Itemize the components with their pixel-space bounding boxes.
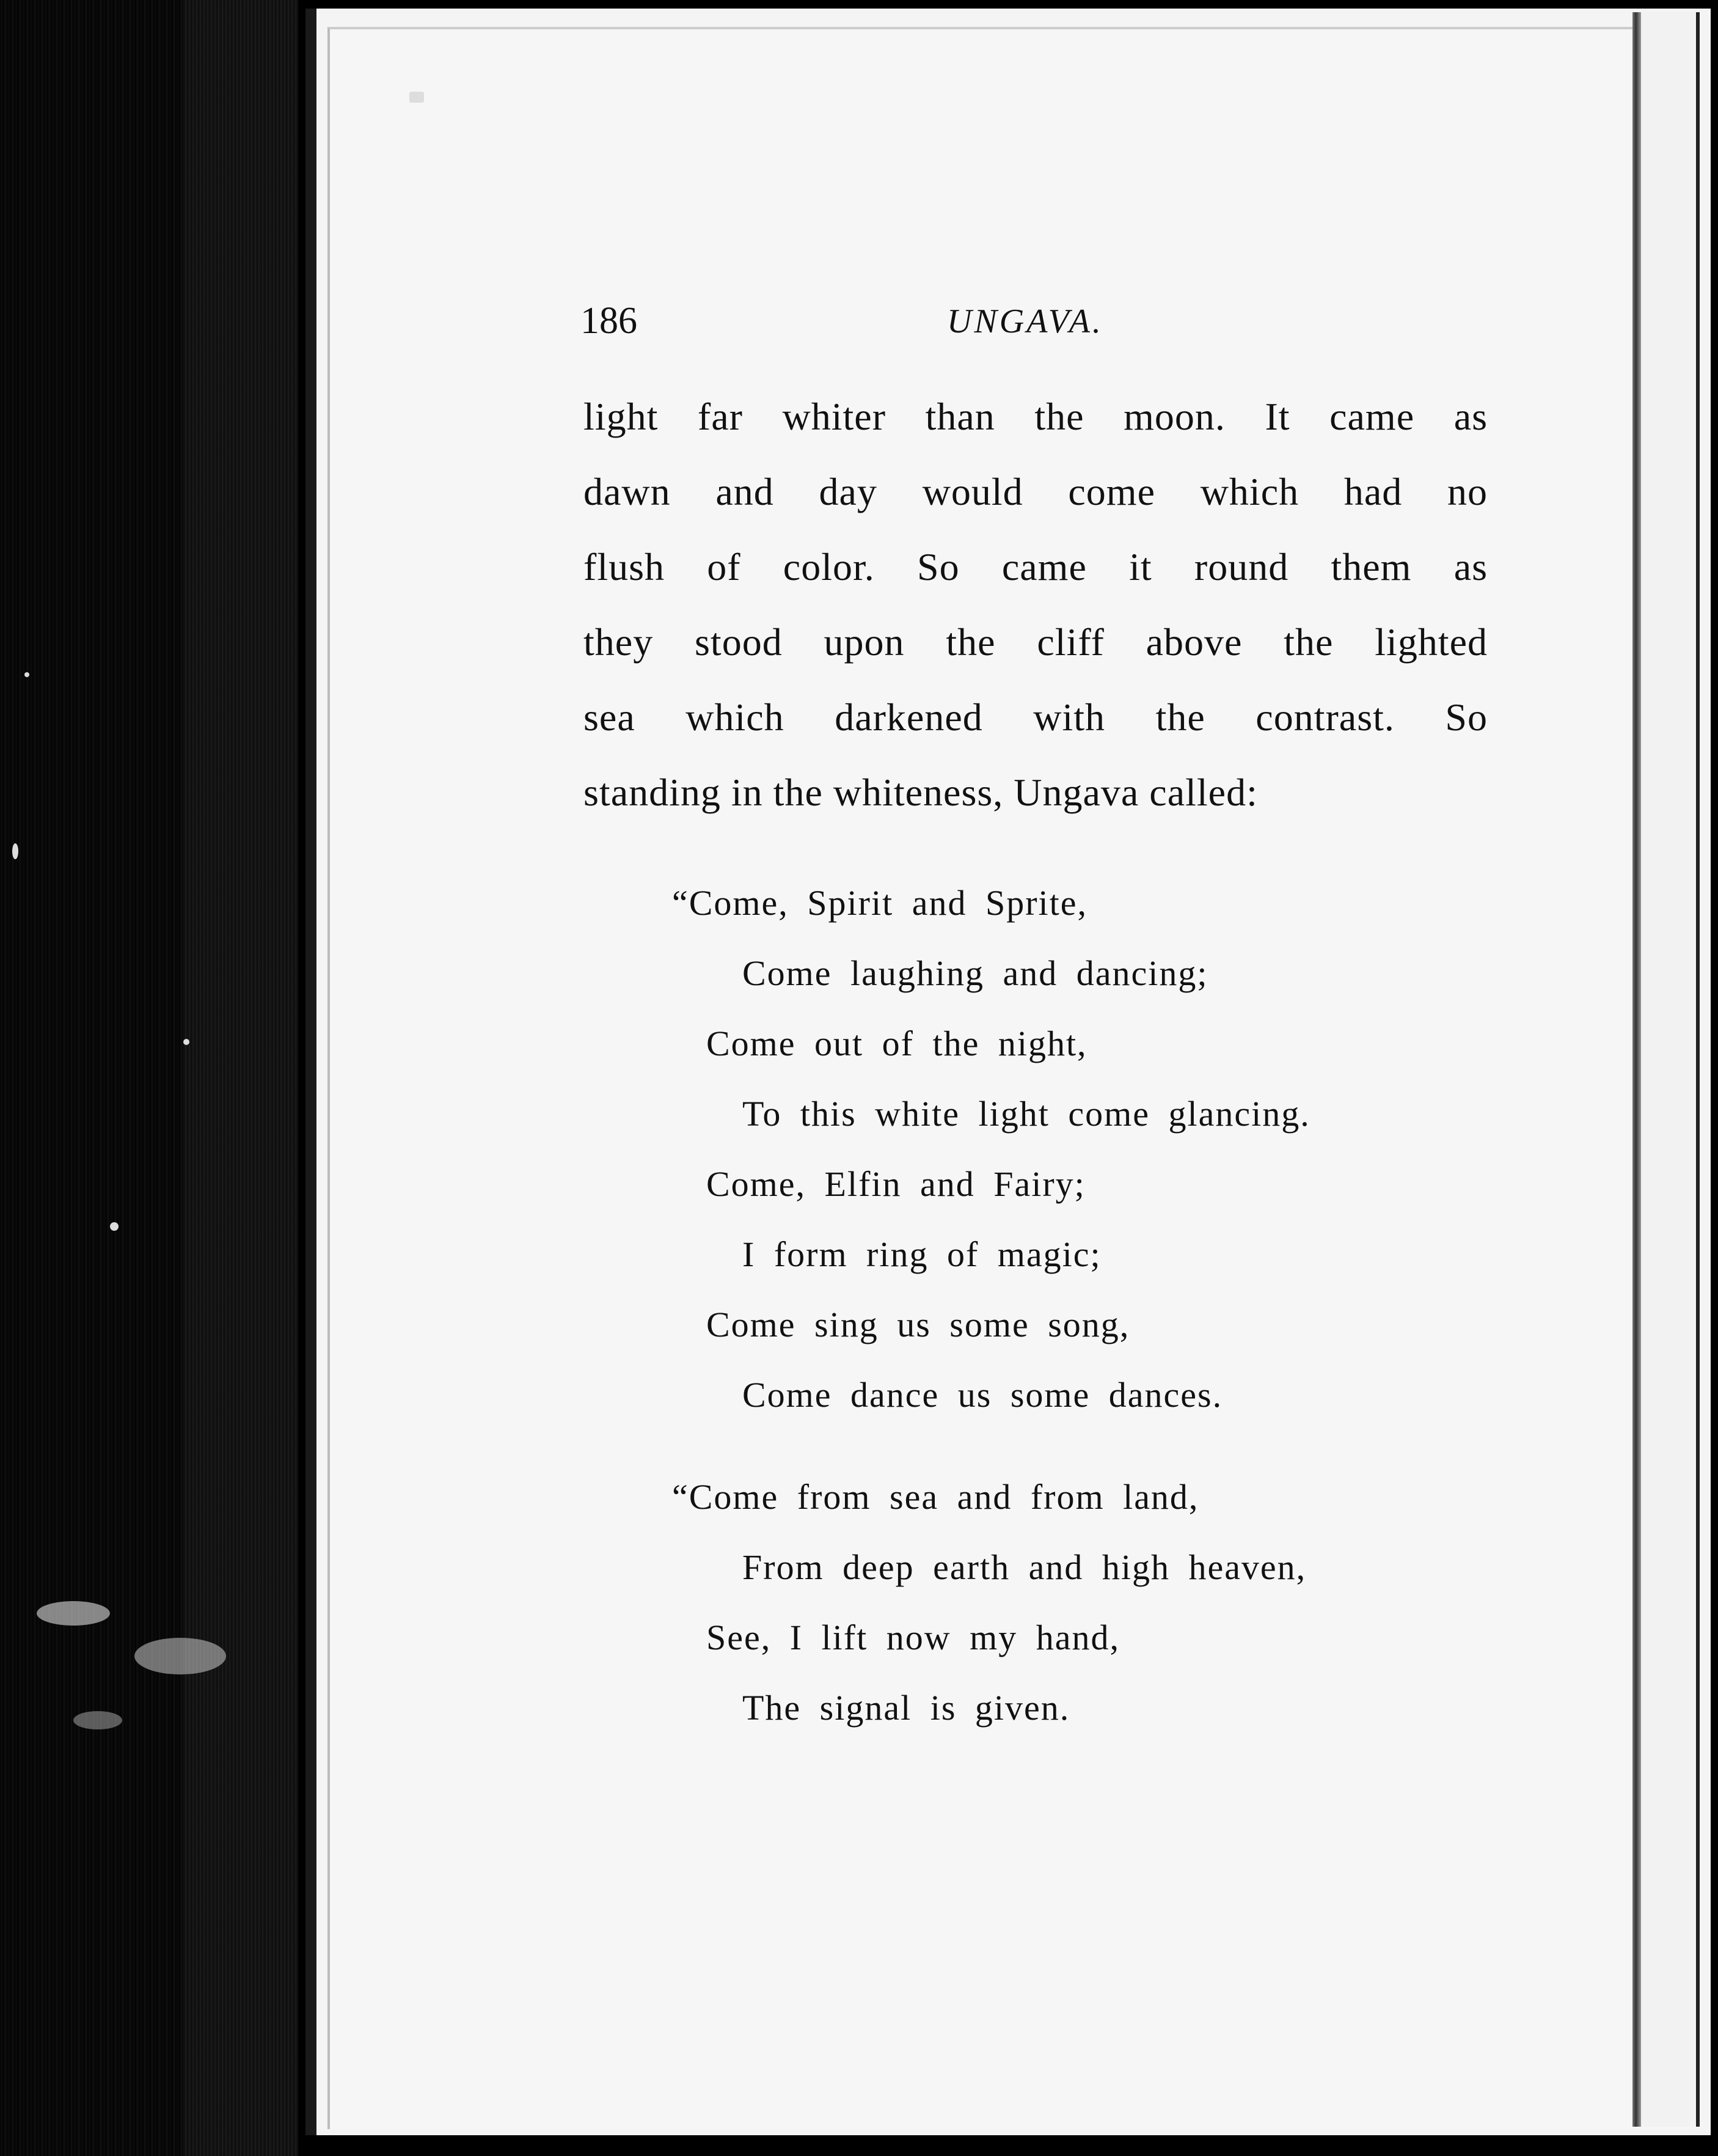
verse-line: Come dance us some dances. — [742, 1375, 1223, 1415]
prose-paragraph — [583, 379, 1488, 830]
prose-line: dawn and day would come which had no — [583, 470, 1488, 513]
page-number: 186 — [580, 300, 637, 342]
prose-line: flush of color. So came it round them as — [583, 545, 1488, 588]
verse-line: From deep earth and high heaven, — [742, 1547, 1307, 1587]
dust-speck — [73, 1711, 122, 1729]
running-title: UNGAVA. — [947, 302, 1103, 340]
prose-line: light far whiter than the moon. It came as — [583, 395, 1488, 438]
verse-line: “Come, Spirit and Sprite, — [672, 883, 1087, 923]
dust-speck — [183, 1039, 189, 1045]
dust-speck — [134, 1638, 226, 1674]
verse-line: Come sing us some song, — [706, 1305, 1130, 1344]
verse-line: See, I lift now my hand, — [706, 1618, 1120, 1657]
verse-stanza-2 — [672, 1462, 1466, 1743]
verse-line: Come out of the night, — [706, 1024, 1087, 1063]
dust-speck — [37, 1601, 110, 1626]
dust-speck — [110, 1222, 119, 1231]
verse-line: The signal is given. — [742, 1688, 1070, 1728]
prose-line: they stood upon the cliff above the lighted — [583, 620, 1488, 664]
book-edge — [0, 0, 305, 2156]
dust-speck — [24, 672, 29, 677]
verse-line: “Come from sea and from land, — [672, 1477, 1199, 1517]
verse-line: Come laughing and dancing; — [742, 953, 1208, 993]
prose-line: standing in the whiteness, Ungava called: — [583, 771, 1258, 814]
page-fold — [1632, 12, 1641, 2127]
prose-line: sea which darkened with the contrast. So — [583, 695, 1488, 739]
next-page-edge — [1641, 12, 1700, 2127]
verse-stanza-1 — [672, 868, 1466, 1430]
verse-line: Come, Elfin and Fairy; — [706, 1164, 1086, 1204]
verse-line: I form ring of magic; — [742, 1234, 1102, 1274]
verse-line: To this white light come glancing. — [742, 1094, 1310, 1134]
running-head — [580, 299, 1497, 361]
dust-speck — [12, 843, 18, 859]
dust-speck — [409, 92, 424, 103]
